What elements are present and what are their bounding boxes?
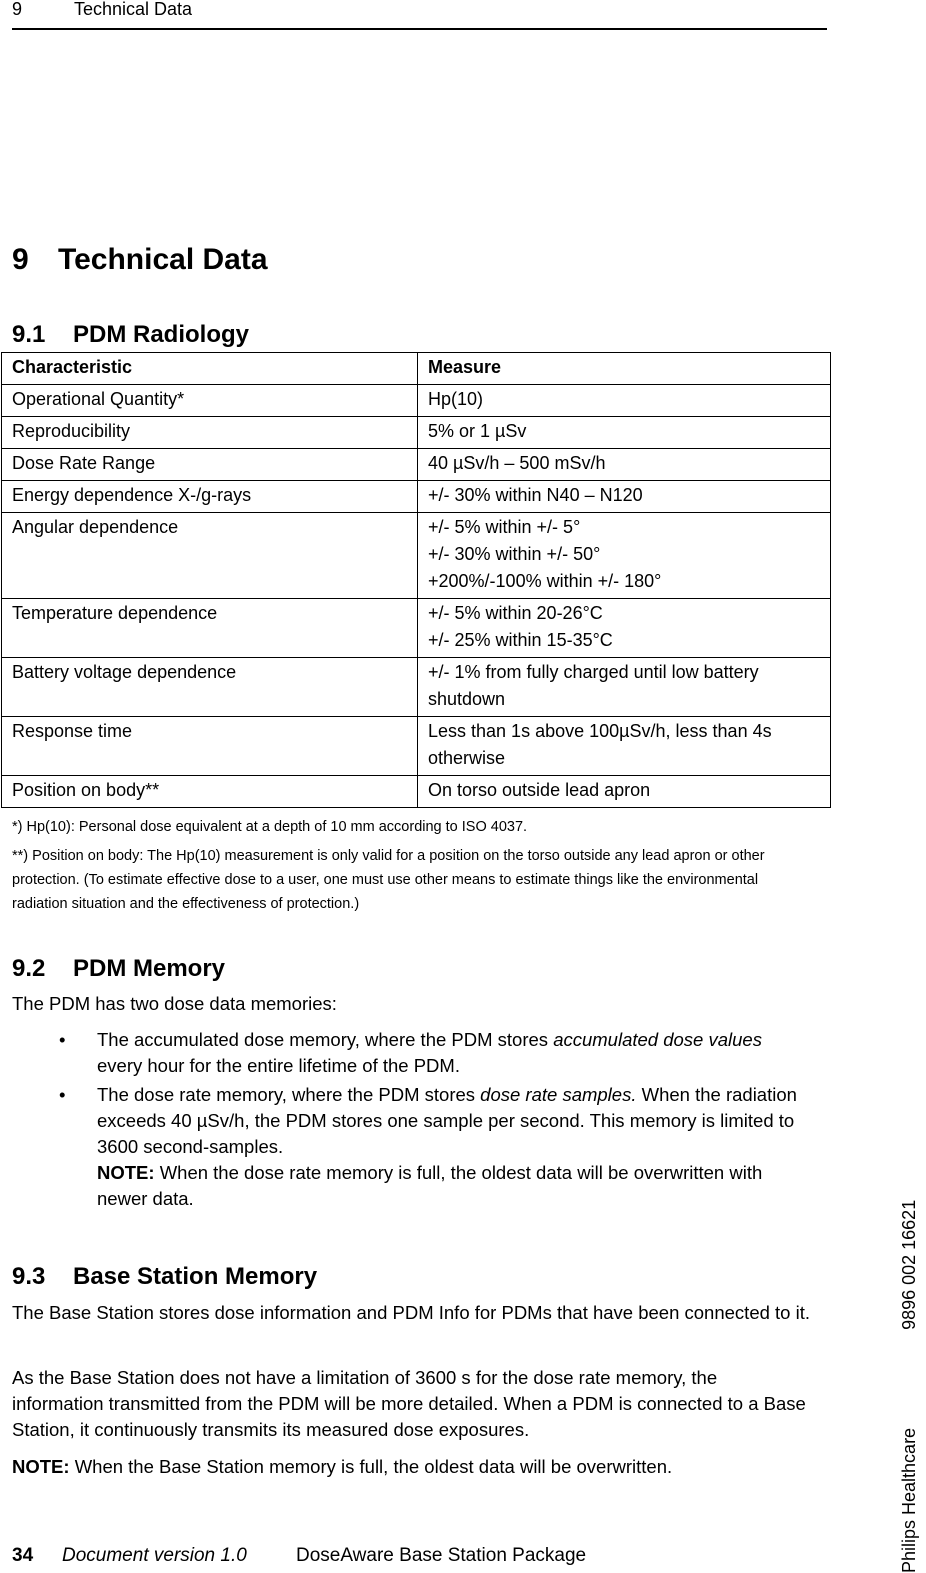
characteristic-cell: Response time	[2, 717, 418, 776]
measure-cell	[418, 513, 831, 599]
table-row	[2, 417, 831, 449]
text: The dose rate memory, where the PDM stores	[97, 1084, 481, 1105]
list-item	[12, 1027, 812, 1079]
footnote-position: **) Position on body: The Hp(10) measurement is only valid for a position on the torso outside any lead apron or other protection. (To estimate effective dose to a user, one must use other means to estimate things like the environmental radiation situation and the effectiveness of protection.)	[12, 848, 765, 912]
table-row	[2, 717, 831, 776]
column-header-measure: Measure	[418, 353, 831, 385]
bullet-dot: •	[59, 1029, 66, 1050]
table-row	[2, 385, 831, 417]
side-label	[897, 1143, 921, 1573]
note	[97, 1160, 812, 1212]
note-label: NOTE:	[12, 1456, 70, 1477]
column-header-characteristic: Characteristic	[2, 353, 418, 385]
bullet-dot: •	[59, 1084, 66, 1105]
base-station-para-1: The Base Station stores dose information and PDM Info for PDMs that have been connected to it.	[12, 1302, 810, 1323]
measure-cell: Less than 1s above 100µSv/h, less than 4s otherwise	[418, 717, 831, 776]
measure-line: +/- 25% within 15-35°C	[428, 630, 613, 650]
characteristic-cell: Energy dependence X-/g-rays	[2, 481, 418, 513]
heading-number: 9.1	[12, 321, 46, 348]
characteristic-cell: Operational Quantity*	[2, 385, 418, 417]
table-header-row	[2, 353, 831, 385]
spec-table	[1, 352, 831, 808]
heading-pdm-memory	[12, 954, 225, 984]
measure-line: +/- 5% within 20-26°C	[428, 603, 603, 623]
table-row	[2, 599, 831, 658]
side-company: Philips Healthcare	[899, 1427, 919, 1573]
side-doc-number: 9896 002 16621	[899, 1199, 919, 1330]
characteristic-cell: Temperature dependence	[2, 599, 418, 658]
note-text: When the dose rate memory is full, the oldest data will be overwritten with newer data.	[97, 1162, 763, 1209]
characteristic-cell: Reproducibility	[2, 417, 418, 449]
heading-title: PDM Radiology	[73, 321, 250, 348]
base-station-note	[12, 1454, 812, 1480]
text: The accumulated dose memory, where the PDM stores	[97, 1029, 554, 1050]
measure-cell: +/- 30% within N40 – N120	[418, 481, 831, 513]
table-row	[2, 449, 831, 481]
chapter-heading	[12, 240, 268, 280]
measure-line: +200%/-100% within +/- 180°	[428, 571, 662, 591]
measure-cell: 5% or 1 µSv	[418, 417, 831, 449]
characteristic-cell: Dose Rate Range	[2, 449, 418, 481]
header-chapter-number: 9	[12, 0, 23, 19]
chapter-heading-number: 9	[12, 243, 29, 276]
heading-title: Base Station Memory	[73, 1263, 318, 1290]
header-rule	[12, 28, 827, 30]
emphasis: accumulated dose values	[553, 1029, 762, 1050]
table-row	[2, 776, 831, 808]
memory-intro: The PDM has two dose data memories:	[12, 993, 337, 1014]
note-text: When the Base Station memory is full, the oldest data will be overwritten.	[69, 1456, 673, 1477]
text: every hour for the entire lifetime of the PDM.	[97, 1055, 460, 1076]
running-header	[12, 0, 192, 20]
chapter-heading-title: Technical Data	[58, 243, 268, 276]
emphasis: dose rate samples.	[480, 1084, 637, 1105]
measure-line: +/- 5% within +/- 5°	[428, 517, 581, 537]
table-row	[2, 513, 831, 599]
heading-number: 9.3	[12, 1263, 46, 1290]
base-station-para-2: As the Base Station does not have a limitation of 3600 s for the dose rate memory, the information transmitted from the PDM will be more detailed. When a PDM is connected to a Base Station, it continuously transmits its measured dose exposures.	[12, 1367, 806, 1440]
characteristic-cell: Angular dependence	[2, 513, 418, 599]
measure-cell: +/- 1% from fully charged until low battery shutdown	[418, 658, 831, 717]
measure-cell	[418, 599, 831, 658]
heading-base-station-memory	[12, 1262, 317, 1292]
heading-number: 9.2	[12, 955, 46, 982]
measure-line: +/- 30% within +/- 50°	[428, 544, 601, 564]
heading-title: PDM Memory	[73, 955, 226, 982]
table-row	[2, 658, 831, 717]
measure-cell: 40 µSv/h – 500 mSv/h	[418, 449, 831, 481]
characteristic-cell: Position on body**	[2, 776, 418, 808]
memory-list	[12, 1027, 812, 1215]
characteristic-cell: Battery voltage dependence	[2, 658, 418, 717]
document-version: Document version 1.0	[62, 1545, 247, 1566]
text: When the radiation exceeds 40 µSv/h, the PDM stores one sample per second. This memory is limited to 3600 second-samples.	[97, 1084, 797, 1157]
measure-cell: On torso outside lead apron	[418, 776, 831, 808]
header-chapter-title: Technical Data	[74, 0, 193, 19]
table-row	[2, 481, 831, 513]
page-number: 34	[12, 1545, 34, 1566]
measure-cell: Hp(10)	[418, 385, 831, 417]
note-label: NOTE:	[97, 1162, 155, 1183]
heading-pdm-radiology	[12, 320, 249, 350]
list-item	[12, 1082, 812, 1212]
product-name: DoseAware Base Station Package	[296, 1545, 587, 1566]
footnote-hp10: *) Hp(10): Personal dose equivalent at a depth of 10 mm according to ISO 4037.	[12, 819, 528, 835]
page-footer	[12, 1544, 586, 1568]
